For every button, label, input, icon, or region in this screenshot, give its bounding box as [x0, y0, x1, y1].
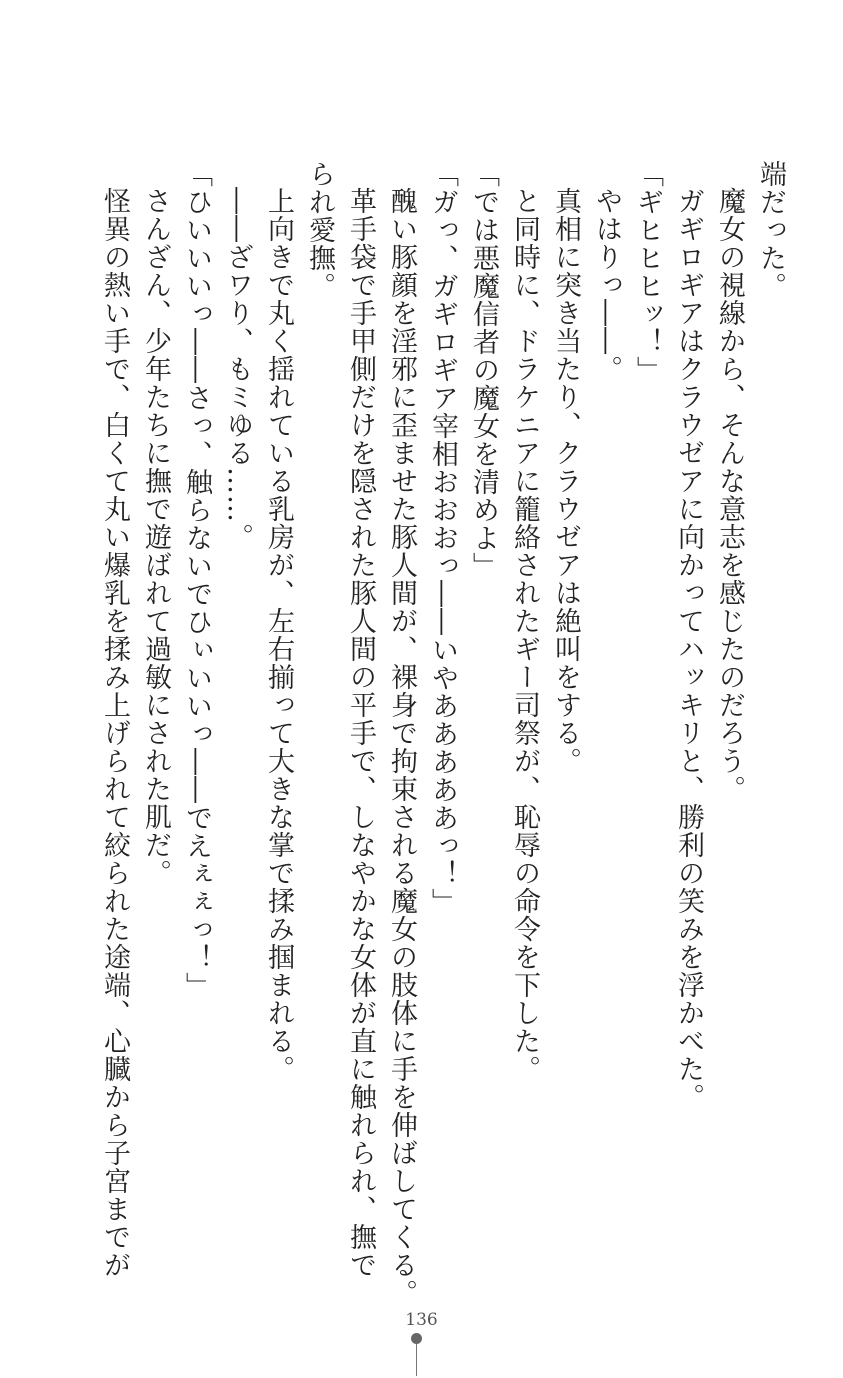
text-line: ガギロギアはクラウゼアに向かってハッキリと、勝利の笑みを浮かべた。 — [673, 187, 704, 1111]
text-line: ――ざワり、もミゆる……。 — [222, 187, 253, 551]
text-line: 醜い豚顔を淫邪に歪ませた豚人間が、裸身で拘束される魔女の肢体に手を伸ばしてくる。 — [386, 187, 417, 1307]
text-line: 怪異の熱い手で、白くて丸い爆乳を揉み上げられて絞られた途端、心臓から子宮までが — [99, 187, 130, 1279]
text-line: 「ギヒヒヒッ！」 — [632, 160, 663, 384]
page-number: 136 — [405, 1310, 438, 1330]
text-line: 革手袋で手甲側だけを隠された豚人間の平手で、しなやかな女体が直に触れられ、撫で — [345, 187, 376, 1279]
text-line: 魔女の視線から、そんな意志を感じたのだろう。 — [714, 187, 745, 803]
text-line: 端だった。 — [755, 160, 786, 300]
text-line: 「ひいいいっ――さっ、触らないでひぃいいっ――でえぇぇっ！」 — [181, 160, 212, 1000]
text-line: 真相に突き当たり、クラウゼアは絶叫をする。 — [550, 187, 581, 775]
text-line: られ愛撫。 — [304, 160, 335, 300]
text-line: 「では悪魔信者の魔女を清めよ」 — [468, 160, 499, 580]
text-line: やはりっ――。 — [591, 187, 622, 383]
text-line: さんざん、少年たちに撫で遊ばれて過敏にされた肌だ。 — [140, 187, 171, 887]
text-line: と同時に、ドラケニアに籠絡されたギー司祭が、恥辱の命令を下した。 — [509, 187, 540, 1083]
folio-rule-ornament — [416, 1344, 417, 1376]
vertical-text-body — [94, 160, 791, 1307]
text-line: 「ガっ、ガギロギア宰相おおおっ――いやあああああっ！」 — [427, 160, 458, 916]
folio-dot-ornament — [411, 1333, 422, 1344]
text-line: 上向きで丸く揺れている乳房が、左右揃って大きな掌で揉み掴まれる。 — [263, 187, 294, 1083]
